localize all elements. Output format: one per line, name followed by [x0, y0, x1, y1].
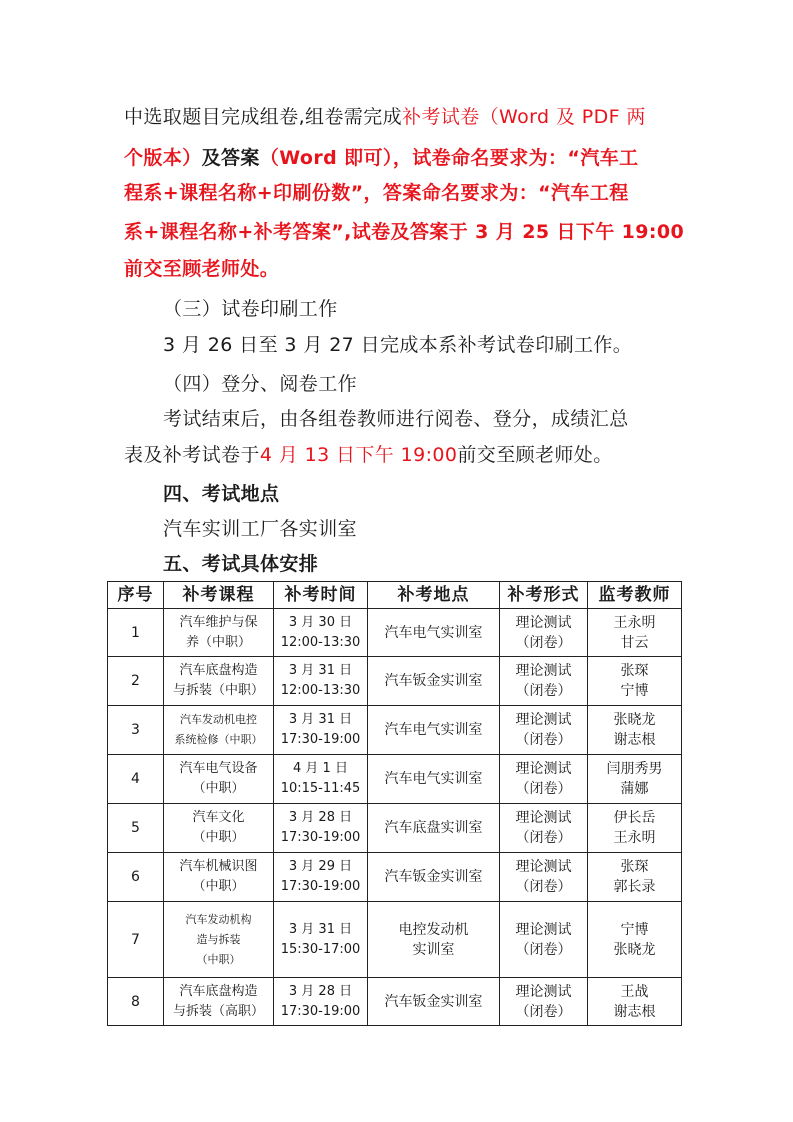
- row-number-cell: 5: [108, 804, 164, 853]
- header-cell: 补考地点: [368, 582, 500, 609]
- teacher-cell-line: 王战: [620, 983, 649, 1000]
- place-cell-line: 电控发动机: [398, 921, 469, 938]
- time-cell-line: 3 月 29 日: [288, 859, 353, 874]
- place-cell: [368, 804, 500, 853]
- form-cell-line: 理论测试: [515, 983, 572, 1000]
- time-cell: [274, 853, 368, 902]
- header-cell: 补考形式: [500, 582, 588, 609]
- course-cell: [164, 657, 274, 706]
- form-cell: [500, 609, 588, 657]
- row-number-cell: 8: [108, 978, 164, 1026]
- time-cell-line: 15:30-17:00: [280, 941, 361, 957]
- place-cell: [368, 755, 500, 804]
- teacher-cell-line: 张琛: [620, 859, 649, 875]
- form-cell-line: （闭卷）: [515, 941, 572, 958]
- form-cell-line: （闭卷）: [515, 781, 572, 797]
- form-cell-line: （闭卷）: [515, 879, 572, 895]
- course-cell-line: 汽车机械识图: [179, 859, 258, 874]
- course-cell: [164, 978, 274, 1026]
- form-cell-line: 理论测试: [515, 663, 572, 679]
- form-cell-line: （闭卷）: [515, 683, 572, 699]
- para-line-5: 前交至顾老师处。: [124, 258, 280, 280]
- place-cell-line: 汽车钣金实训室: [384, 673, 483, 689]
- time-cell: [274, 804, 368, 853]
- table-row: [108, 902, 682, 978]
- time-cell-line: 17:30-19:00: [280, 830, 361, 845]
- time-cell-line: 3 月 28 日: [288, 983, 353, 999]
- row-number-cell: 3: [108, 706, 164, 755]
- teacher-cell: [588, 657, 682, 706]
- place-cell-line: 汽车电气实训室: [384, 771, 483, 787]
- form-cell: [500, 804, 588, 853]
- course-cell-line: 系统检修（中职）: [174, 733, 263, 746]
- teacher-cell: [588, 978, 682, 1026]
- row-number-cell: 4: [108, 755, 164, 804]
- teacher-cell-line: 伊长岳: [613, 810, 656, 826]
- teacher-cell-line: 谢志根: [613, 1003, 656, 1020]
- table-header-row: [108, 582, 682, 609]
- time-cell: [274, 706, 368, 755]
- course-cell-line: （中职）: [192, 781, 245, 796]
- course-cell: [164, 706, 274, 755]
- course-cell-line: 汽车底盘构造: [179, 663, 258, 678]
- teacher-cell: [588, 902, 682, 978]
- table-row: [108, 853, 682, 902]
- time-cell-line: 17:30-19:00: [280, 732, 361, 747]
- course-cell: [164, 755, 274, 804]
- time-cell-line: 4 月 1 日: [293, 761, 348, 776]
- section-4-line-1: 考试结束后，由各组卷教师进行阅卷、登分，成绩汇总: [163, 408, 629, 430]
- teacher-cell: [588, 706, 682, 755]
- place-cell-line: 汽车电气实训室: [384, 624, 483, 641]
- place-cell-line: 实训室: [412, 941, 455, 958]
- table-row: [108, 804, 682, 853]
- course-cell-line: 汽车发动机构: [185, 912, 252, 926]
- section-4-title: （四）登分、阅卷工作: [163, 373, 358, 395]
- heading-exam-location: 四、考试地点: [163, 483, 280, 505]
- time-cell: [274, 978, 368, 1026]
- teacher-cell-line: 郭长录: [613, 879, 656, 895]
- section-3-text: 3 月 26 日至 3 月 27 日完成本系补考试卷印刷工作。: [163, 334, 633, 356]
- time-cell-line: 10:15-11:45: [280, 781, 361, 796]
- place-cell-line: 汽车底盘实训室: [384, 820, 483, 836]
- teacher-cell-line: 王永明: [613, 830, 656, 846]
- teacher-cell-line: 宁博: [620, 683, 649, 699]
- time-cell: [274, 755, 368, 804]
- para-line-2: [124, 146, 684, 170]
- place-cell-line: 汽车钣金实训室: [384, 993, 483, 1010]
- form-cell-line: （闭卷）: [515, 1003, 572, 1020]
- time-cell-line: 3 月 30 日: [288, 614, 353, 630]
- table-row: [108, 609, 682, 657]
- teacher-cell: [588, 755, 682, 804]
- place-cell: [368, 853, 500, 902]
- text-span: 及答案: [201, 147, 260, 169]
- form-cell: [500, 978, 588, 1026]
- place-cell: [368, 902, 500, 978]
- header-cell: 监考教师: [588, 582, 682, 609]
- course-cell: [164, 853, 274, 902]
- course-cell: [164, 902, 274, 978]
- teacher-cell-line: 张琛: [620, 663, 649, 679]
- teacher-cell-line: 蒲娜: [620, 781, 649, 797]
- form-cell: [500, 902, 588, 978]
- place-cell: [368, 609, 500, 657]
- schedule-table: [107, 581, 682, 1026]
- course-cell-line: （中职）: [192, 830, 245, 845]
- time-cell-line: 12:00-13:30: [280, 634, 361, 650]
- form-cell-line: （闭卷）: [515, 732, 572, 748]
- table-row: [108, 657, 682, 706]
- time-cell: [274, 902, 368, 978]
- section-3-title: （三）试卷印刷工作: [163, 298, 338, 320]
- place-cell-line: 汽车钣金实训室: [384, 869, 483, 885]
- form-cell: [500, 657, 588, 706]
- time-cell-line: 3 月 28 日: [288, 810, 353, 825]
- form-cell-line: 理论测试: [515, 712, 572, 728]
- course-cell: [164, 609, 274, 657]
- text-span: 表及补考试卷于: [124, 444, 260, 466]
- table-row: [108, 706, 682, 755]
- course-cell-line: （中职）: [196, 952, 241, 966]
- form-cell-line: 理论测试: [515, 810, 572, 826]
- teacher-cell: [588, 853, 682, 902]
- header-cell: 序号: [108, 582, 164, 609]
- teacher-cell-line: 甘云: [620, 634, 649, 651]
- time-cell: [274, 609, 368, 657]
- text-span: 中选取题目完成组卷,组卷需完成: [124, 106, 403, 128]
- heading-exam-schedule: 五、考试具体安排: [163, 553, 319, 575]
- form-cell-line: （闭卷）: [515, 830, 572, 846]
- text-span-red: 补考试卷（Word 及 PDF 两: [402, 106, 646, 128]
- form-cell: [500, 706, 588, 755]
- time-cell-line: 3 月 31 日: [288, 921, 353, 937]
- section-4-line-2: [124, 443, 793, 467]
- time-cell-line: 17:30-19:00: [280, 1003, 361, 1019]
- course-cell-line: 汽车文化: [192, 810, 245, 825]
- course-cell-line: （中职）: [192, 879, 245, 894]
- row-number-cell: 7: [108, 902, 164, 978]
- teacher-cell-line: 谢志根: [613, 732, 656, 748]
- course-cell-line: 造与拆装: [196, 932, 241, 946]
- form-cell-line: （闭卷）: [515, 634, 572, 651]
- para-line-3: 程系+课程名称+印刷份数”，答案命名要求为：“汽车工程: [124, 182, 629, 204]
- header-cell: 补考课程: [164, 582, 274, 609]
- time-cell-line: 12:00-13:30: [280, 683, 361, 698]
- form-cell-line: 理论测试: [515, 859, 572, 875]
- place-cell: [368, 657, 500, 706]
- course-cell-line: 汽车底盘构造: [179, 983, 258, 999]
- course-cell-line: 汽车电气设备: [179, 761, 258, 776]
- para-line-4: 系+课程名称+补考答案”,试卷及答案于 3 月 25 日下午 19:00: [124, 221, 685, 243]
- teacher-cell: [588, 804, 682, 853]
- form-cell-line: 理论测试: [515, 761, 572, 777]
- course-cell-line: 与拆装（高职）: [172, 1003, 264, 1019]
- place-cell: [368, 978, 500, 1026]
- course-cell: [164, 804, 274, 853]
- teacher-cell: [588, 609, 682, 657]
- form-cell-line: 理论测试: [515, 614, 572, 631]
- text-span-red: 个版本）: [124, 147, 202, 169]
- table-row: [108, 755, 682, 804]
- teacher-cell-line: 闫朋秀男: [606, 761, 663, 777]
- time-cell-line: 3 月 31 日: [288, 663, 353, 678]
- time-cell: [274, 657, 368, 706]
- course-cell-line: 汽车维护与保: [179, 614, 258, 630]
- teacher-cell-line: 王永明: [613, 614, 656, 631]
- table-row: [108, 978, 682, 1026]
- course-cell-line: 与拆装（中职）: [172, 683, 264, 698]
- row-number-cell: 1: [108, 609, 164, 657]
- course-cell-line: 养（中职）: [185, 634, 251, 650]
- text-span-red: （Word 即可），试卷命名要求为：“汽车工: [259, 147, 639, 169]
- teacher-cell-line: 张晓龙: [613, 941, 656, 958]
- form-cell: [500, 755, 588, 804]
- place-cell-line: 汽车电气实训室: [384, 722, 483, 738]
- header-cell: 补考时间: [274, 582, 368, 609]
- place-cell: [368, 706, 500, 755]
- exam-location-text: 汽车实训工厂各实训室: [163, 518, 358, 540]
- time-cell-line: 3 月 31 日: [288, 712, 353, 727]
- teacher-cell-line: 张晓龙: [613, 712, 656, 728]
- teacher-cell-line: 宁博: [620, 921, 649, 938]
- form-cell: [500, 853, 588, 902]
- form-cell-line: 理论测试: [515, 921, 572, 938]
- text-span-red: 4 月 13 日下午 19:00: [259, 444, 458, 466]
- row-number-cell: 2: [108, 657, 164, 706]
- text-span: 前交至顾老师处。: [457, 444, 613, 466]
- row-number-cell: 6: [108, 853, 164, 902]
- para-line-1: [124, 105, 684, 129]
- time-cell-line: 17:30-19:00: [280, 879, 361, 894]
- course-cell-line: 汽车发动机电控: [180, 713, 257, 726]
